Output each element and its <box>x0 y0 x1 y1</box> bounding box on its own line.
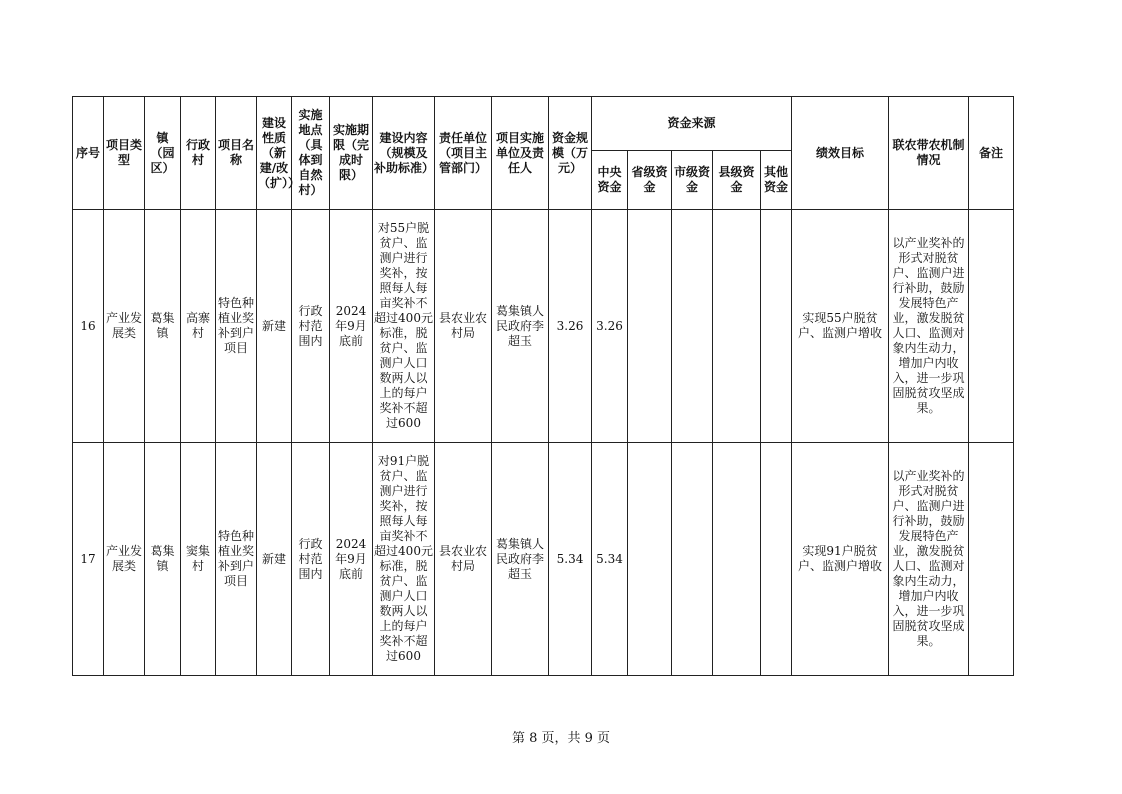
header-central-fund: 中央资金 <box>592 151 628 210</box>
project-table <box>72 96 1014 676</box>
cell-fund-scale: 5.34 <box>549 443 592 676</box>
cell-nature: 新建 <box>257 210 292 443</box>
header-remarks: 备注 <box>969 97 1014 210</box>
cell-nature: 新建 <box>257 443 292 676</box>
table-row <box>73 443 1014 676</box>
header-city-fund: 市级资金 <box>672 151 713 210</box>
cell-village: 高寨村 <box>181 210 216 443</box>
cell-other-fund <box>761 210 792 443</box>
table-row <box>73 210 1014 443</box>
cell-location: 行政村范围内 <box>292 443 330 676</box>
header-provincial-fund: 省级资金 <box>628 151 672 210</box>
cell-town: 葛集镇 <box>145 210 181 443</box>
header-village: 行政村 <box>181 97 216 210</box>
cell-seq: 17 <box>73 443 104 676</box>
page-number-footer: 第 8 页，共 9 页 <box>511 731 611 746</box>
cell-other-fund <box>761 443 792 676</box>
header-content: 建设内容（规模及补助标准） <box>373 97 435 210</box>
cell-project-name: 特色种植业奖补到户项目 <box>216 443 257 676</box>
cell-central-fund: 3.26 <box>592 210 628 443</box>
cell-town: 葛集镇 <box>145 443 181 676</box>
header-town: 镇（园区） <box>145 97 181 210</box>
cell-remarks <box>969 210 1014 443</box>
header-project-type: 项目类型 <box>104 97 145 210</box>
cell-project-type: 产业发展类 <box>104 210 145 443</box>
cell-performance: 实现91户脱贫户、监测户增收 <box>792 443 889 676</box>
cell-implementing-unit: 葛集镇人民政府李超玉 <box>492 443 549 676</box>
cell-project-type: 产业发展类 <box>104 443 145 676</box>
cell-responsible-unit: 县农业农村局 <box>435 443 492 676</box>
cell-responsible-unit: 县农业农村局 <box>435 210 492 443</box>
cell-deadline: 2024年9月底前 <box>330 210 373 443</box>
header-implementing-unit: 项目实施单位及责任人 <box>492 97 549 210</box>
header-seq: 序号 <box>73 97 104 210</box>
cell-city-fund <box>672 210 713 443</box>
cell-implementing-unit: 葛集镇人民政府李超玉 <box>492 210 549 443</box>
header-mechanism: 联农带农机制情况 <box>889 97 969 210</box>
cell-content: 对55户脱贫户、监测户进行奖补，按照每人每亩奖补不超过400元标准，脱贫户、监测户人口数两人以上的每户奖补不超过600 <box>373 210 435 443</box>
cell-deadline: 2024年9月底前 <box>330 443 373 676</box>
cell-seq: 16 <box>73 210 104 443</box>
cell-fund-scale: 3.26 <box>549 210 592 443</box>
cell-content: 对91户脱贫户、监测户进行奖补，按照每人每亩奖补不超过400元标准，脱贫户、监测户人口数两人以上的每户奖补不超过600 <box>373 443 435 676</box>
header-county-fund: 县级资金 <box>713 151 761 210</box>
cell-central-fund: 5.34 <box>592 443 628 676</box>
cell-performance: 实现55户脱贫户、监测户增收 <box>792 210 889 443</box>
cell-project-name: 特色种植业奖补到户项目 <box>216 210 257 443</box>
cell-county-fund <box>713 443 761 676</box>
cell-county-fund <box>713 210 761 443</box>
cell-mechanism: 以产业奖补的形式对脱贫户、监测户进行补助，鼓励发展特色产业，激发脱贫人口、监测对象内生动力，增加户内收入，进一步巩固脱贫攻坚成果。 <box>889 210 969 443</box>
cell-provincial-fund <box>628 210 672 443</box>
cell-mechanism: 以产业奖补的形式对脱贫户、监测户进行补助，鼓励发展特色产业，激发脱贫人口、监测对象内生动力，增加户内收入，进一步巩固脱贫攻坚成果。 <box>889 443 969 676</box>
cell-city-fund <box>672 443 713 676</box>
header-fund-scale: 资金规模（万元） <box>549 97 592 210</box>
header-nature: 建设性质（新建/改（扩）） <box>257 97 292 210</box>
header-deadline: 实施期限（完成时限） <box>330 97 373 210</box>
header-performance: 绩效目标 <box>792 97 889 210</box>
header-location: 实施地点（具体到自然村） <box>292 97 330 210</box>
header-other-fund: 其他资金 <box>761 151 792 210</box>
cell-remarks <box>969 443 1014 676</box>
header-funding-source: 资金来源 <box>592 97 792 151</box>
header-project-name: 项目名称 <box>216 97 257 210</box>
cell-location: 行政村范围内 <box>292 210 330 443</box>
cell-provincial-fund <box>628 443 672 676</box>
cell-village: 窦集村 <box>181 443 216 676</box>
header-responsible-unit: 责任单位（项目主管部门） <box>435 97 492 210</box>
